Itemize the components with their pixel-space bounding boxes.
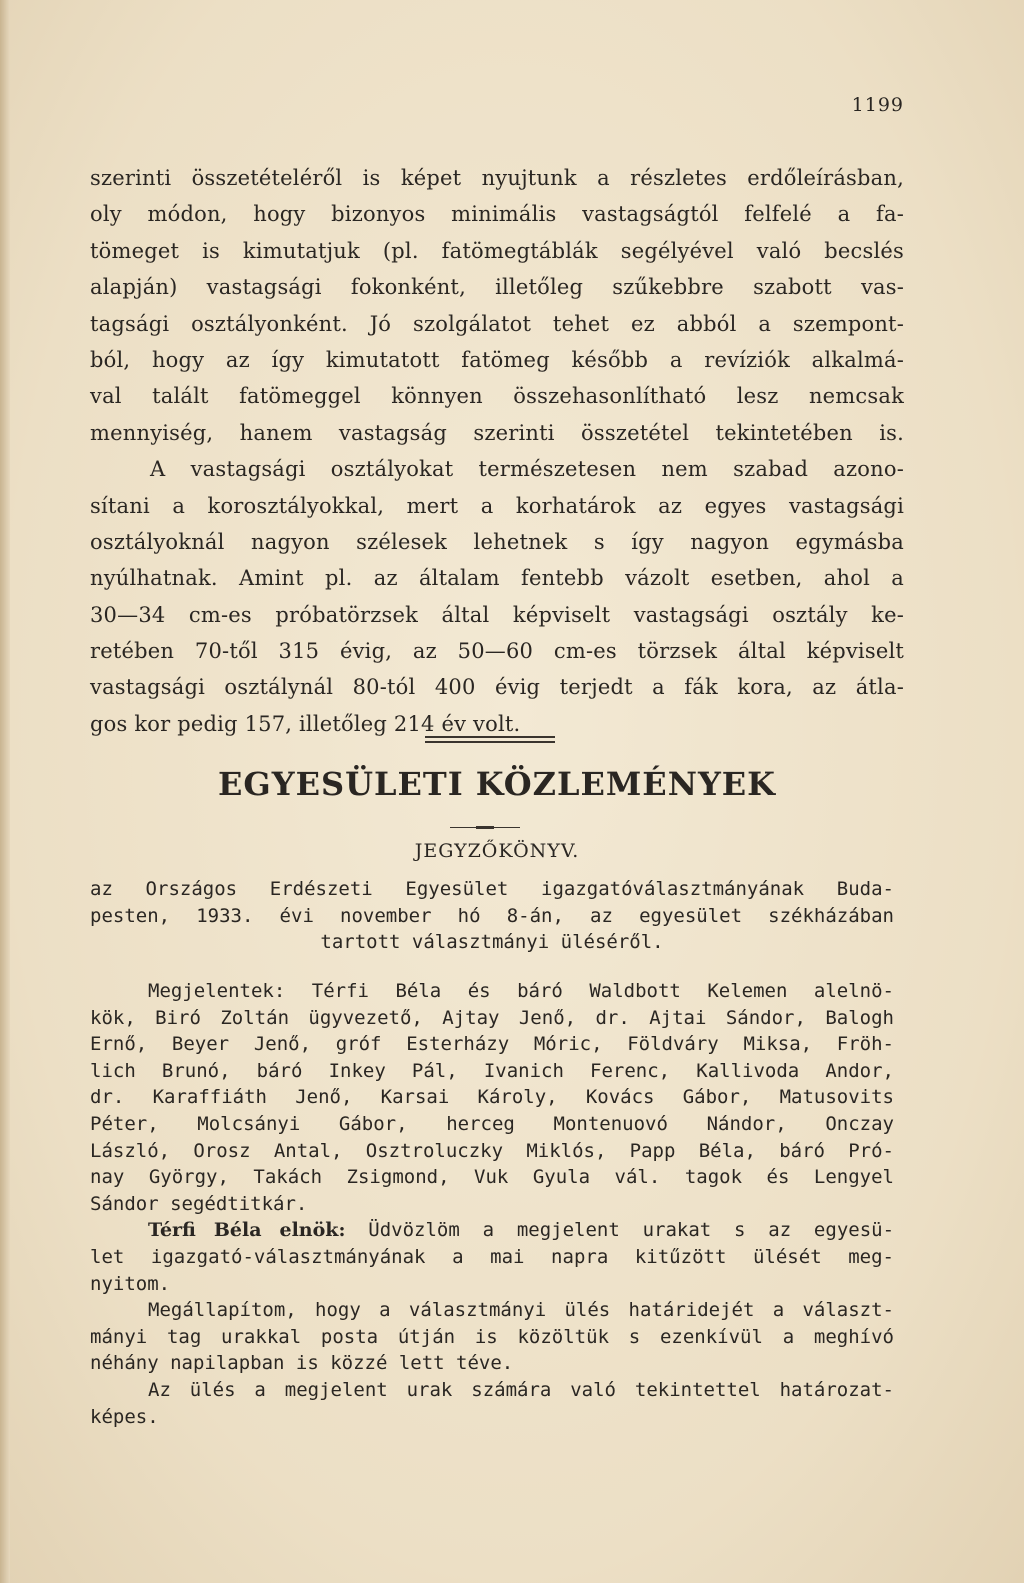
text-line: osztályoknál nagyon szélesek lehetnek s így nagyon egymásba	[90, 529, 904, 554]
text-line: szerinti összetételéről is képet nyujtunk a részletes erdőleírásban,	[90, 166, 904, 190]
text-line: nyúlhatnak. Amint pl. az általam fentebb vázolt esetben, ahol a	[90, 566, 904, 591]
text-line: A vastagsági osztályokat természetesen nem szabad azono-	[150, 457, 904, 482]
text-line: mennyiség, hanem vastagság szerinti összetétel tekintetében is.	[90, 420, 904, 445]
speaker-name: Térfi Béla elnök:	[148, 1219, 346, 1242]
text-line: dr. Karaffiáth Jenő, Karsai Károly, Kovács Gábor, Matusovits	[90, 1086, 894, 1109]
text-line: retében 70-től 315 évig, az 50—60 cm-es törzsek által képviselt	[90, 639, 904, 664]
heading-ornament	[476, 826, 494, 829]
text-line: tömeget is kimutatjuk (pl. fatömegtáblák segélyével való becslés	[90, 238, 904, 263]
text-line: nyitom.	[90, 1272, 171, 1295]
speech-text: Üdvözlöm a megjelent urakat s az egyesü-	[345, 1219, 895, 1242]
text-line: kök, Biró Zoltán ügyvezető, Ajtay Jenő, dr. Ajtai Sándor, Balogh	[90, 1006, 894, 1029]
section-heading: EGYESÜLETI KÖZLEMÉNYEK	[218, 765, 776, 803]
page-edge	[0, 0, 10, 1583]
page-number: 1199	[851, 94, 904, 116]
text-line: tagsági osztályonként. Jó szolgálatot tehet ez abból a szempont-	[90, 311, 904, 336]
text-line: let igazgató-választmányának a mai napra kitűzött ülését meg-	[90, 1245, 894, 1268]
text-line: sítani a korosztályokkal, mert a korhatárok az egyes vastagsági	[90, 493, 904, 518]
text-line: 30—34 cm-es próbatörzsek által képviselt vastagsági osztály ke-	[90, 602, 904, 627]
text-line: Sándor segédtitkár.	[90, 1192, 308, 1215]
text-line: tartott választmányi üléséről.	[320, 931, 664, 954]
minutes-intro	[90, 876, 894, 956]
text-line: pesten, 1933. évi november hó 8-án, az egyesület székházában	[90, 904, 894, 927]
text-line: Péter, Molcsányi Gábor, herceg Montenuovó Nándor, Onczay	[90, 1112, 894, 1135]
text-line: val talált fatömeggel könnyen összehasonlítható lesz nemcsak	[90, 384, 904, 409]
text-line: lich Brunó, báró Inkey Pál, Ivanich Ferenc, Kallivoda Andor,	[90, 1059, 894, 1082]
text-line: képes.	[90, 1405, 159, 1428]
separator-rule	[425, 736, 555, 738]
text-line: Megjelentek: Térfi Béla és báró Waldbott Kelemen alelnö-	[148, 980, 894, 1002]
text-line: vastagsági osztálynál 80-tól 400 évig terjedt a fák kora, az átla-	[90, 675, 904, 700]
text-line: az Országos Erdészeti Egyesület igazgatóválasztmányának Buda-	[90, 878, 894, 900]
text-line: Megállapítom, hogy a választmányi ülés határidejét a választ-	[148, 1299, 894, 1322]
article-continuation	[90, 160, 904, 742]
text-line: László, Orosz Antal, Osztroluczky Miklós, Papp Béla, báró Pró-	[90, 1139, 894, 1162]
text-line	[90, 1217, 894, 1244]
subheading: JEGYZŐKÖNYV.	[414, 840, 580, 862]
text-line: ból, hogy az így kimutatott fatömeg később a revíziók alkalmá-	[90, 347, 904, 372]
text-line: Az ülés a megjelent urak számára való tekintettel határozat-	[148, 1378, 894, 1401]
minutes-body	[90, 978, 894, 1430]
text-line: néhány napilapban is közzé lett téve.	[90, 1352, 514, 1375]
text-line: Ernő, Beyer Jenő, gróf Esterházy Móric, Földváry Miksa, Fröh-	[90, 1033, 894, 1056]
text-line: alapján) vastagsági fokonként, illetőleg szűkebbre szabott vas-	[90, 275, 904, 300]
text-line: oly módon, hogy bizonyos minimális vastagságtól felfelé a fa-	[90, 202, 904, 227]
text-line: mányi tag urakkal posta útján is közöltük s ezenkívül a meghívó	[90, 1325, 894, 1348]
text-line: nay György, Takách Zsigmond, Vuk Gyula vál. tagok és Lengyel	[90, 1166, 894, 1189]
text-line: gos kor pedig 157, illetőleg 214 év volt.	[90, 711, 521, 736]
separator-rule	[425, 741, 555, 743]
